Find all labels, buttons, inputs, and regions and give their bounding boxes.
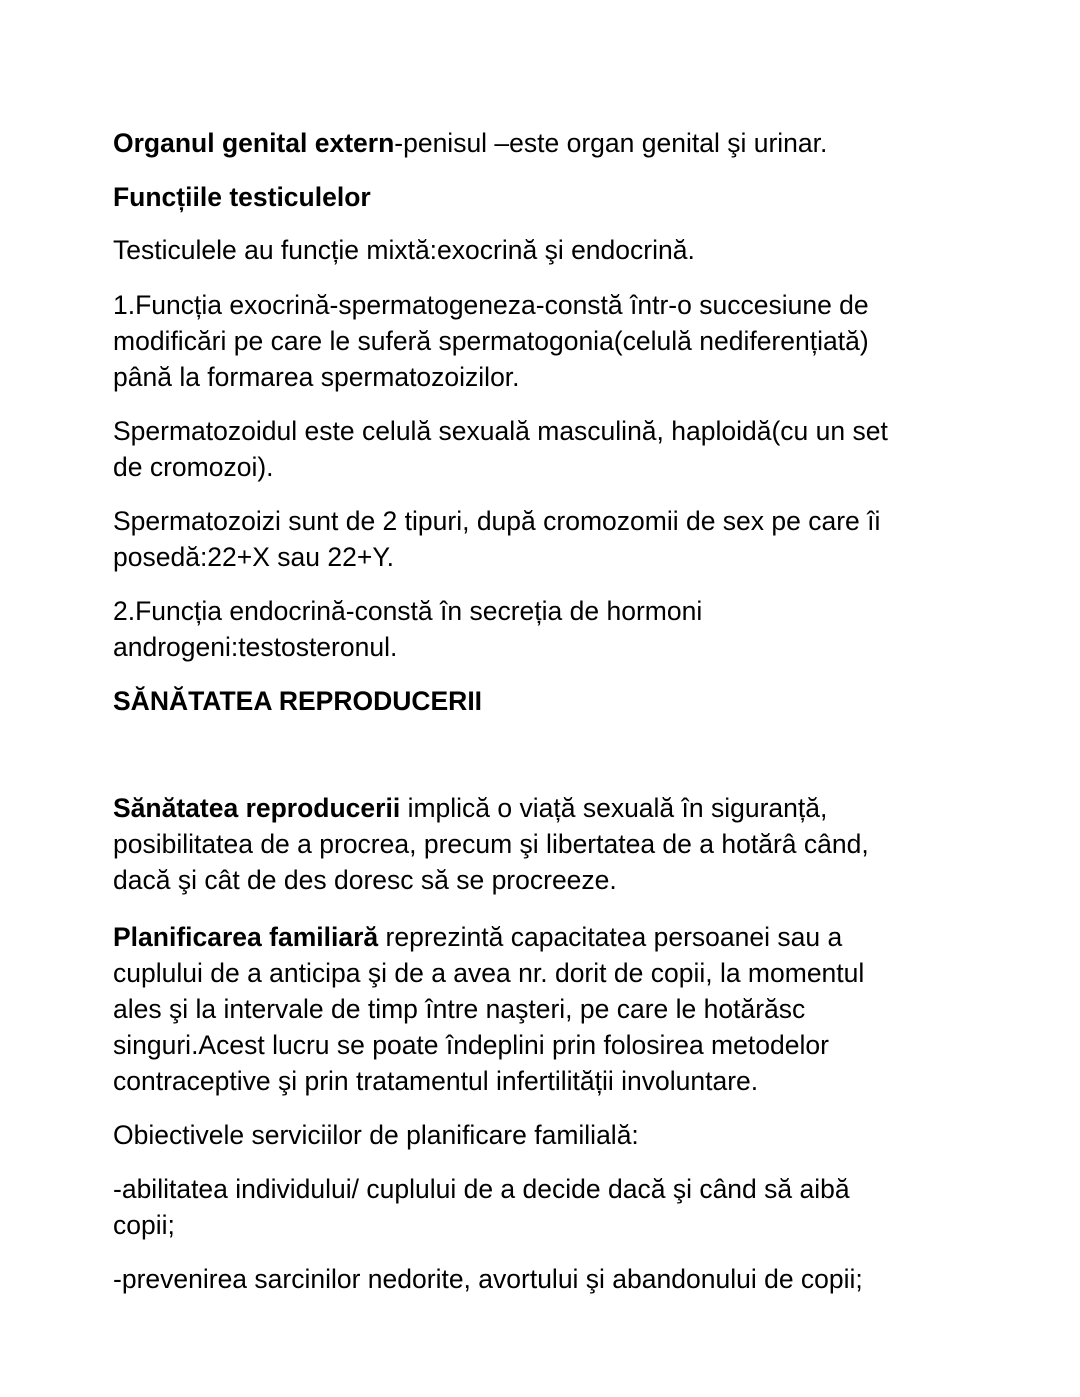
text-line: de cromozoi). [113, 452, 274, 482]
paragraph-spermatozoid [113, 413, 888, 485]
list-item-prevention: -prevenirea sarcinilor nedorite, avortului şi abandonului de copii; [113, 1264, 863, 1294]
list-item-decide [113, 1171, 850, 1243]
text-line: dacă şi cât de des doresc să se procreeze. [113, 865, 617, 895]
term-bold: Planificarea familiară [113, 922, 379, 952]
heading-testicle-functions [113, 179, 371, 215]
paragraph-reproductive-health [113, 790, 869, 898]
text-line: modificări pe care le suferă spermatogonia(celulă nediferențiată) [113, 326, 869, 356]
paragraph-mixed-function: Testiculele au funcție mixtă:exocrină şi endocrină. [113, 235, 695, 265]
text-line: -abilitatea individului/ cuplului de a decide dacă şi când să aibă [113, 1174, 850, 1204]
text-line: 2.Funcția endocrină-constă în secreția de hormoni [113, 596, 703, 626]
paragraph-external-organ [113, 125, 827, 161]
text-line: până la formarea spermatozoizilor. [113, 362, 520, 392]
paragraph-endocrine [113, 593, 702, 665]
text-line: posedă:22+X sau 22+Y. [113, 542, 394, 572]
text-line: Spermatozoidul este celulă sexuală masculină, haploidă(cu un set [113, 416, 888, 446]
heading-text: SĂNĂTATEA REPRODUCERII [113, 686, 483, 716]
text-line: 1.Funcția exocrină-spermatogeneza-constă într-o succesiune de [113, 290, 869, 320]
paragraph-family-planning [113, 919, 864, 1099]
text-line: contraceptive şi prin tratamentul infertilității involuntare. [113, 1066, 759, 1096]
paragraph-types [113, 503, 880, 575]
text-line: reprezintă capacitatea persoanei sau a [378, 922, 843, 952]
text-line: implică o viață sexuală în siguranță, [400, 793, 828, 823]
paragraph-objectives: Obiectivele serviciilor de planificare familială: [113, 1120, 639, 1150]
heading-reproductive-health [113, 683, 482, 719]
text-line: cuplului de a anticipa şi de a avea nr. dorit de copii, la momentul [113, 958, 865, 988]
term-bold: Sănătatea reproducerii [113, 793, 401, 823]
text-line: singuri.Acest lucru se poate îndeplini prin folosirea metodelor [113, 1030, 829, 1060]
heading-text: Funcțiile testiculelor [113, 182, 371, 212]
paragraph-text: -penisul –este organ genital şi urinar. [394, 128, 828, 158]
text-line: ales şi la intervale de timp între naşteri, pe care le hotărăsc [113, 994, 806, 1024]
paragraph-exocrine [113, 287, 869, 395]
term-bold: Organul genital extern [113, 128, 395, 158]
text-line: posibilitatea de a procrea, precum şi libertatea de a hotărâ când, [113, 829, 869, 859]
text-line: Spermatozoizi sunt de 2 tipuri, după cromozomii de sex pe care îi [113, 506, 881, 536]
text-line: androgeni:testosteronul. [113, 632, 398, 662]
text-line: copii; [113, 1210, 175, 1240]
